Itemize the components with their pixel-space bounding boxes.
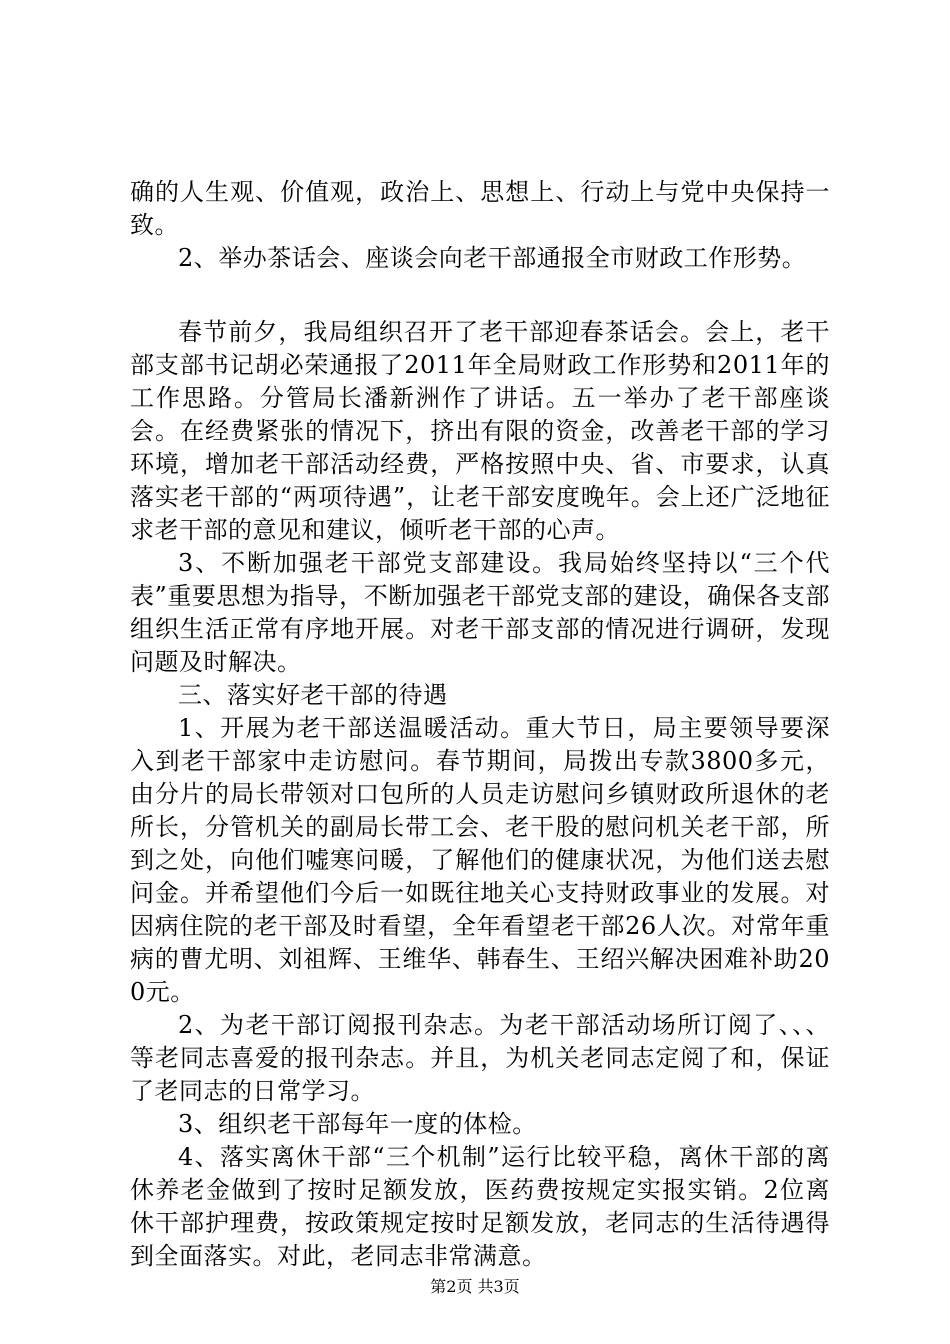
paragraph: 3、不断加强老干部党支部建设。我局始终坚持以“三个代表”重要思想为指导，不断加强老干部党支部的建设，确保各支部组织生活正常有序地开展。对老干部支部的情况进行调研，发现问题及时解决。 [130,549,830,676]
document-body [130,176,830,1273]
section-heading: 三、落实好老干部的待遇 [178,681,448,709]
paragraph: 4、落实离休干部“三个机制”运行比较平稳，离休干部的离休养老金做到了按时足额发放，医药费按规定实报实销。2位离休干部护理费，按政策规定按时足额发放，老同志的生活待遇得到全面落实。对此，老同志非常满意。 [130,1143,830,1270]
paragraph: 3、组织老干部每年一度的体检。 [178,1110,537,1138]
page-number-footer: 第2页 共3页 [430,1277,520,1296]
paragraph: 2、举办茶话会、座谈会向老干部通报全市财政工作形势。 [178,244,807,272]
paragraph: 确的人生观、价值观，政治上、思想上、行动上与党中央保持一致。 [130,178,830,239]
paragraph: 春节前夕，我局组织召开了老干部迎春茶话会。会上，老干部支部书记胡必荣通报了2011年全局财政工作形势和2011年的工作思路。分管局长潘新洲作了讲话。五一举办了老干部座谈会。在经费紧张的情况下，挤出有限的资金，改善老干部的学习环境，增加老干部活动经费，严格按照中央、省、市要求，认真落实老干部的“两项待遇”，让老干部安度晚年。会上还广泛地征求老干部的意见和建议，倾听老干部的心声。 [130,318,830,544]
paragraph: 1、开展为老干部送温暖活动。重大节日，局主要领导要深入到老干部家中走访慰问。春节期间，局拨出专款3800多元，由分片的局长带领对口包所的人员走访慰问乡镇财政所退休的老所长，分管机关的副局长带工会、老干股的慰问机关老干部，所到之处，向他们嘘寒问暖，了解他们的健康状况，为他们送去慰问金。并希望他们今后一如既往地关心支持财政事业的发展。对因病住院的老干部及时看望，全年看望老干部26人次。对常年重病的曹尤明、刘祖辉、王维华、韩春生、王绍兴解决困难补助200元。 [130,714,830,1006]
paragraph: 2、为老干部订阅报刊杂志。为老干部活动场所订阅了、、、等老同志喜爱的报刊杂志。并且，为机关老同志定阅了和，保证了老同志的日常学习。 [130,1011,830,1105]
